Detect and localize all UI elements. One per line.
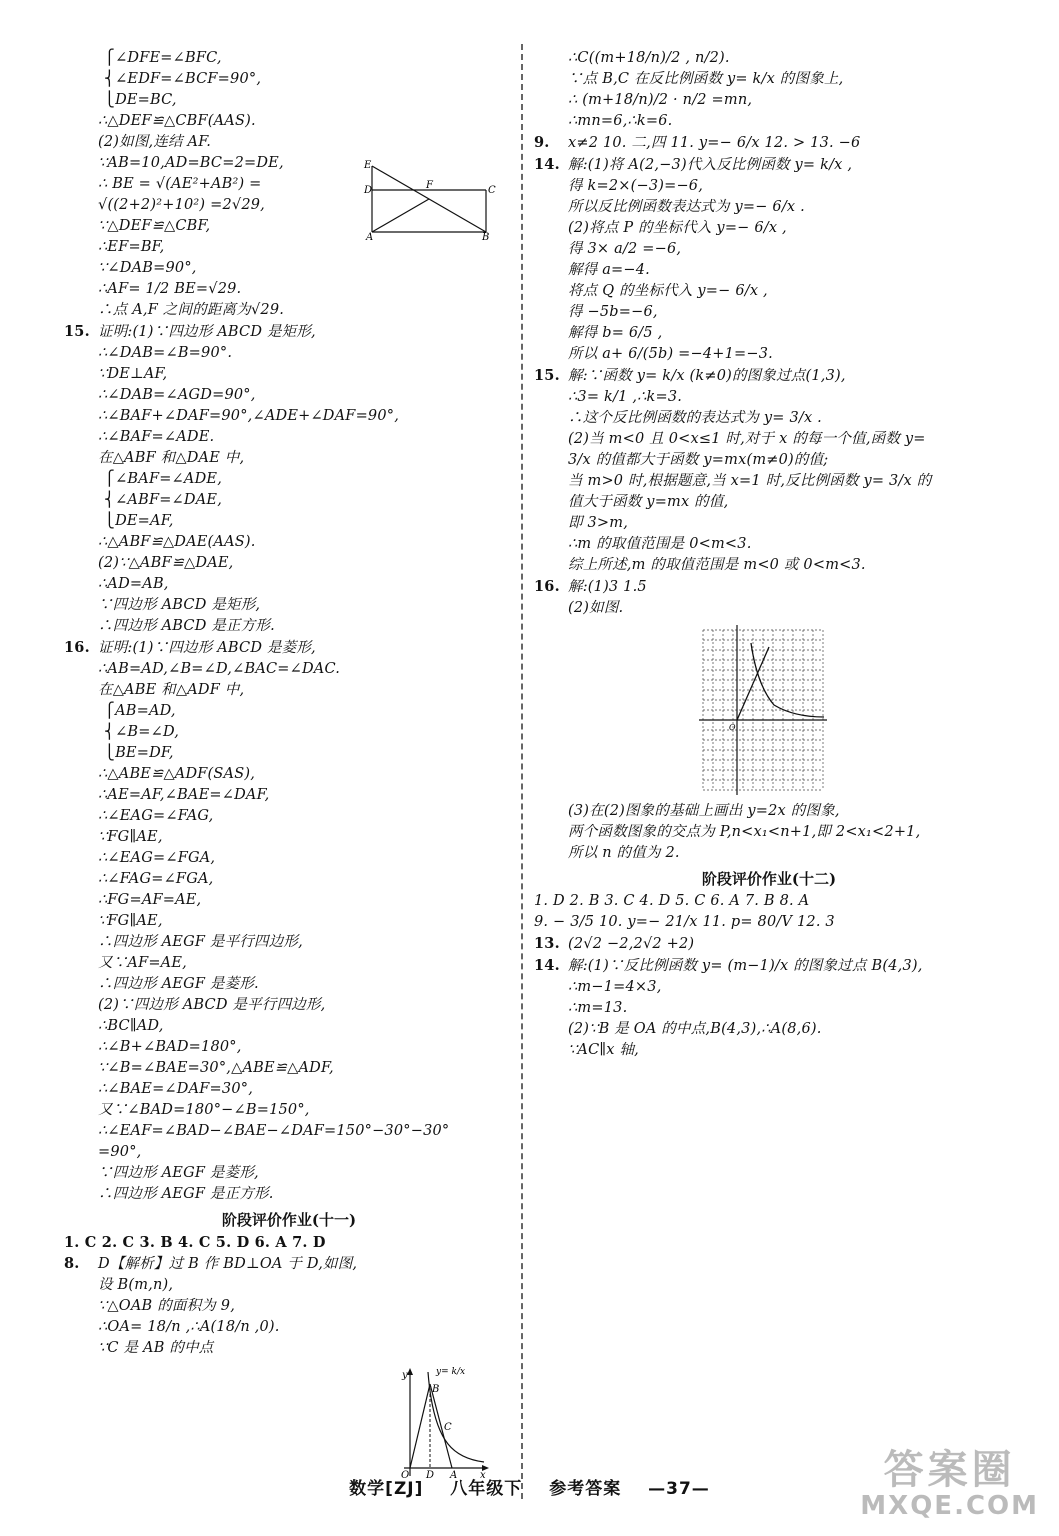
answer-text: ∴EF=BF,	[98, 239, 165, 255]
answer-line	[64, 722, 514, 743]
answer-text: ∵AB=10,AD=BC=2=DE,	[98, 155, 284, 171]
right-lines-top	[534, 48, 1004, 619]
answer-line	[534, 843, 1004, 864]
answer-line	[534, 598, 1004, 619]
question-number: 14.	[534, 957, 560, 974]
answer-text: ∵点 B,C 在反比例函数 y= k/x 的图象上,	[568, 71, 844, 87]
question-number: 16.	[64, 639, 90, 656]
answer-text: ∴∠EAF=∠BAD−∠BAE−∠DAF=150°−30°−30°	[98, 1123, 450, 1139]
answer-text: ∵四边形 ABCD 是矩形,	[98, 597, 261, 613]
answer-line	[64, 659, 514, 680]
origin-label: O	[401, 1470, 410, 1481]
answer-line	[534, 513, 1004, 534]
answer-text: ∴∠BAF=∠ADE.	[98, 429, 215, 445]
column-divider	[521, 44, 523, 1499]
answer-line	[64, 1079, 514, 1100]
answer-line	[534, 408, 1004, 429]
answer-text: 当 m>0 时,根据题意,当 x=1 时,反比例函数 y= 3/x 的	[568, 473, 932, 489]
answer-text: (2)如图,连结 AF.	[98, 134, 212, 150]
answer-text: 所以反比例函数表达式为 y=− 6/x .	[568, 199, 805, 215]
answer-line	[64, 1058, 514, 1079]
answer-line	[64, 1142, 514, 1163]
answer-line	[64, 637, 514, 659]
answer-line	[534, 69, 1004, 90]
answer-line	[534, 471, 1004, 492]
answer-line	[64, 469, 514, 490]
label-b: B	[482, 232, 490, 243]
answer-text: ∴∠B+∠BAD=180°,	[98, 1039, 242, 1055]
answer-line	[534, 576, 1004, 598]
answer-text: ∴△ABE≌△ADF(SAS),	[98, 766, 256, 782]
answer-line	[64, 1184, 514, 1205]
answer-text: ∴m=13.	[568, 1000, 628, 1016]
answer-line	[64, 385, 514, 406]
question-number: 16.	[534, 578, 560, 595]
answer-line	[534, 450, 1004, 471]
answer-text: 综上所述,m 的取值范围是 m<0 或 0<m<3.	[568, 557, 866, 573]
answer-text: ∵∠B=∠BAE=30°,△ABE≌△ADF,	[98, 1060, 334, 1076]
answer-text: ∴AB=AD,∠B=∠D,∠BAC=∠DAC.	[98, 661, 341, 677]
answer-text: ∴m 的取值范围是 0<m<3.	[568, 536, 752, 552]
left-column	[64, 48, 514, 1481]
answer-line	[534, 891, 1004, 912]
answer-line	[534, 977, 1004, 998]
answer-line	[64, 974, 514, 995]
footer-subject: 数学[ZJ]	[349, 1479, 424, 1499]
footer-grade: 八年级下	[450, 1479, 523, 1499]
answer-text: ⎩DE=AF,	[104, 513, 174, 529]
answer-text: √((2+2)²+10²) =2√29,	[98, 197, 265, 213]
label-a: A	[366, 232, 374, 243]
answer-text: ∴∠BAF+∠DAF=90°,∠ADE+∠DAF=90°,	[98, 408, 400, 424]
answer-line	[64, 511, 514, 532]
answer-line	[64, 785, 514, 806]
point-d-label: D	[426, 1470, 435, 1481]
answer-line	[534, 387, 1004, 408]
answer-text: ∵DE⊥AF,	[98, 366, 168, 382]
answer-text: ∵∠DAB=90°,	[98, 260, 197, 276]
question-number: 14.	[534, 156, 560, 173]
answer-text: ⎩DE=BC,	[104, 92, 177, 108]
question-number: 15.	[64, 323, 90, 340]
axis-x-label: x	[480, 1470, 486, 1481]
answer-text: ∴AE=AF,∠BAE=∠DAF,	[98, 787, 270, 803]
answer-line	[64, 427, 514, 448]
answer-text: (2)∵△ABF≌△DAE,	[98, 555, 234, 571]
q16-graph	[699, 625, 829, 795]
answer-line	[64, 574, 514, 595]
answer-line	[64, 448, 514, 469]
watermark-line1: 答案圈	[883, 1447, 1016, 1493]
point-b-label: B	[432, 1384, 440, 1395]
answer-line	[64, 132, 514, 153]
answer-line	[64, 258, 514, 279]
answer-line	[64, 869, 514, 890]
answer-text: 所以 n 的值为 2.	[568, 845, 680, 861]
answer-text: ∴四边形 AEGF 是菱形.	[98, 976, 259, 992]
answer-line	[534, 176, 1004, 197]
answer-line	[64, 237, 514, 258]
answer-text: 设 B(m,n),	[98, 1277, 174, 1293]
label-c: C	[488, 185, 496, 196]
answer-line	[64, 1016, 514, 1037]
answer-line	[534, 323, 1004, 344]
answer-line	[64, 911, 514, 932]
answer-text: ⎧∠BAF=∠ADE,	[104, 471, 223, 487]
answer-text: ∴∠BAE=∠DAF=30°,	[98, 1081, 254, 1097]
answer-text: (3)在(2)图象的基础上画出 y=2x 的图象,	[568, 803, 840, 819]
answer-text: x≠2 10. 二,四 11. y=− 6/x 12. > 13. −6	[568, 135, 861, 151]
label-e: E	[364, 160, 372, 171]
answer-line	[64, 1163, 514, 1184]
answer-text: (2)∵四边形 ABCD 是平行四边形,	[98, 997, 326, 1013]
answer-text: ∴∠DAB=∠AGD=90°,	[98, 387, 256, 403]
answer-line	[64, 300, 514, 321]
section-11-title: 阶段评价作业(十一)	[221, 1211, 357, 1229]
answer-line	[64, 595, 514, 616]
answer-line	[534, 218, 1004, 239]
answer-text: ∵△OAB 的面积为 9,	[98, 1298, 236, 1314]
answer-line	[534, 429, 1004, 450]
answer-line	[534, 344, 1004, 365]
answer-line	[534, 822, 1004, 843]
watermark-line2: MXQE.COM	[860, 1491, 1039, 1521]
answer-text: (2)将点 P 的坐标代入 y=− 6/x ,	[568, 220, 787, 236]
answer-text: ∴四边形 ABCD 是正方形.	[98, 618, 275, 634]
answer-text: 得 k=2×(−3)=−6,	[568, 178, 704, 194]
answer-text: ⎧∠DFE=∠BFC,	[104, 50, 222, 66]
answer-text: ∴∠EAG=∠FGA,	[98, 850, 216, 866]
answer-text: 9. − 3/5 10. y=− 21/x 11. p= 80/V 12. 3	[534, 914, 835, 930]
answer-text: 将点 Q 的坐标代入 y=− 6/x ,	[568, 283, 768, 299]
answer-text: ∴3= k/1 ,∴k=3.	[568, 389, 683, 405]
answer-text: 解:(1)3 1.5	[568, 579, 647, 595]
answer-text: 解:∵函数 y= k/x (k≠0)的图象过点(1,3),	[568, 368, 846, 384]
answer-text: ∴△ABF≌△DAE(AAS).	[98, 534, 256, 550]
q8-figure	[400, 1364, 490, 1479]
question-number: 8.	[64, 1255, 80, 1272]
answer-text: 解得 a=−4.	[568, 262, 650, 278]
section-11-choice-answers: 1. C 2. C 3. B 4. C 5. D 6. A 7. D	[64, 1234, 326, 1251]
answer-text: 3/x 的值都大于函数 y=mx(m≠0)的值;	[568, 452, 829, 468]
label-d: D	[364, 185, 373, 196]
answer-line	[64, 953, 514, 974]
answer-line	[64, 279, 514, 300]
answer-line	[534, 534, 1004, 555]
question-number: 9.	[534, 134, 550, 151]
answer-text: 得 −5b=−6,	[568, 304, 658, 320]
answer-line	[64, 321, 514, 343]
answer-text: ∴FG=AF=AE,	[98, 892, 202, 908]
answer-line	[64, 532, 514, 553]
answer-text: ⎩BE=DF,	[104, 745, 174, 761]
answer-text: ∴OA= 18/n ,∴A(18/n ,0).	[98, 1319, 280, 1335]
answer-text: 得 3× a/2 =−6,	[568, 241, 682, 257]
curve-label: y= k/x	[436, 1367, 466, 1377]
answer-text: 解:(1)将 A(2,−3)代入反比例函数 y= k/x ,	[568, 157, 853, 173]
answer-text: 解得 b= 6/5 ,	[568, 325, 663, 341]
answer-line	[64, 1121, 514, 1142]
axis-y-label: y	[402, 1370, 408, 1381]
answer-text: 即 3>m,	[568, 515, 629, 531]
answer-line	[64, 680, 514, 701]
answer-line	[534, 48, 1004, 69]
answer-line	[534, 1040, 1004, 1061]
footer-page-number: —37—	[648, 1479, 710, 1499]
answer-line	[64, 1100, 514, 1121]
answer-line	[534, 492, 1004, 513]
answer-line	[64, 48, 514, 69]
answer-line	[64, 616, 514, 637]
answer-text: ∴ BE = √(AE²+AB²) =	[98, 176, 262, 192]
right-column	[534, 48, 1004, 1061]
section-12-title: 阶段评价作业(十二)	[701, 870, 837, 888]
answer-text: ∴四边形 AEGF 是正方形.	[98, 1186, 274, 1202]
answer-line	[64, 1338, 514, 1359]
answer-text: (2)当 m<0 且 0<x≤1 时,对于 x 的每一个值,函数 y=	[568, 431, 926, 447]
answer-line	[64, 90, 514, 111]
answer-line	[534, 302, 1004, 323]
answer-line	[64, 995, 514, 1016]
answer-line	[64, 1037, 514, 1058]
answer-text: 又∵∠BAD=180°−∠B=150°,	[98, 1102, 310, 1118]
question-number: 15.	[534, 367, 560, 384]
answer-text: 1. D 2. B 3. C 4. D 5. C 6. A 7. B 8. A	[534, 893, 810, 909]
answer-text: ∴AF= 1/2 BE=√29.	[98, 281, 242, 297]
answer-line	[534, 933, 1004, 955]
answer-text: ∴△DEF≌△CBF(AAS).	[98, 113, 256, 129]
answer-line	[64, 701, 514, 722]
answer-line	[64, 1296, 514, 1317]
answer-line	[534, 239, 1004, 260]
answer-line	[64, 69, 514, 90]
answer-text: ∵△DEF≌△CBF,	[98, 218, 211, 234]
answer-text: ∴四边形 AEGF 是平行四边形,	[98, 934, 303, 950]
answer-text: 两个函数图象的交点为 P,n<x₁<n+1,即 2<x₁<2+1,	[568, 824, 921, 840]
answer-line	[534, 154, 1004, 176]
answer-text: 解:(1)∵反比例函数 y= (m−1)/x 的图象过点 B(4,3),	[568, 958, 923, 974]
answer-line	[534, 955, 1004, 977]
answer-text: ∴m−1=4×3,	[568, 979, 662, 995]
rectangle-figure	[364, 160, 496, 243]
answer-text: 在△ABE 和△ADF 中,	[98, 682, 245, 698]
answer-text: ∴mn=6,∴k=6.	[568, 113, 673, 129]
answer-text: 所以 a+ 6/(5b) =−4+1=−3.	[568, 346, 773, 362]
question-number: 13.	[534, 935, 560, 952]
answer-text: ∵FG∥AE,	[98, 829, 163, 845]
answer-line	[534, 801, 1004, 822]
answer-text: 在△ABF 和△DAE 中,	[98, 450, 245, 466]
answer-text: ∴BC∥AD,	[98, 1018, 164, 1034]
answer-text: ⎧AB=AD,	[104, 703, 176, 719]
answer-text: ∴∠FAG=∠FGA,	[98, 871, 214, 887]
answer-line	[64, 848, 514, 869]
right-lines-after-graph	[534, 801, 1004, 864]
answer-line	[64, 932, 514, 953]
answer-line	[64, 553, 514, 574]
answer-line	[534, 90, 1004, 111]
answer-line	[64, 890, 514, 911]
answer-line	[64, 364, 514, 385]
answer-text: (2)如图.	[568, 600, 624, 616]
answer-text: ∴这个反比例函数的表达式为 y= 3/x .	[568, 410, 822, 426]
q8-lines	[64, 1253, 514, 1359]
answer-text: ∵C 是 AB 的中点	[98, 1340, 214, 1356]
answer-line	[534, 912, 1004, 933]
answer-text: ⎨∠B=∠D,	[104, 724, 180, 740]
point-a-label: A	[450, 1470, 458, 1481]
section-12-lines	[534, 891, 1004, 1061]
answer-line	[64, 806, 514, 827]
answer-line	[534, 365, 1004, 387]
answer-line	[64, 1275, 514, 1296]
answer-text: 证明:(1)∵四边形 ABCD 是菱形,	[98, 640, 316, 656]
answer-text: ∵FG∥AE,	[98, 913, 163, 929]
answer-text: =90°,	[98, 1144, 142, 1160]
answer-text: ∴点 A,F 之间的距离为√29.	[98, 302, 285, 318]
watermark-logo	[860, 1448, 1039, 1521]
answer-line	[64, 827, 514, 848]
answer-text: ∴∠EAG=∠FAG,	[98, 808, 214, 824]
label-f: F	[426, 180, 433, 191]
answer-text: ⎨∠EDF=∠BCF=90°,	[104, 71, 262, 87]
answer-text: ⎨∠ABF=∠DAE,	[104, 492, 223, 508]
graph-origin-label: O	[729, 723, 736, 732]
answer-text: ∵四边形 AEGF 是菱形,	[98, 1165, 259, 1181]
answer-text: ∴∠DAB=∠B=90°.	[98, 345, 233, 361]
answer-line	[64, 490, 514, 511]
answer-line	[534, 998, 1004, 1019]
answer-text: ∴C((m+18/n)/2 , n/2).	[568, 50, 730, 66]
answer-line	[534, 281, 1004, 302]
answer-text: D【解析】过 B 作 BD⊥OA 于 D,如图,	[98, 1256, 358, 1272]
answer-line	[534, 260, 1004, 281]
answer-text: ∴AD=AB,	[98, 576, 169, 592]
answer-line	[64, 1253, 514, 1275]
answer-text: (2√2 −2,2√2 +2)	[568, 936, 695, 952]
point-c-label: C	[444, 1422, 452, 1433]
answer-text: 值大于函数 y=mx 的值,	[568, 494, 729, 510]
answer-line	[64, 1317, 514, 1338]
answer-text: 证明:(1)∵四边形 ABCD 是矩形,	[98, 324, 316, 340]
answer-line	[64, 111, 514, 132]
answer-line	[64, 406, 514, 427]
answer-line	[534, 132, 1004, 154]
answer-line	[534, 111, 1004, 132]
answer-line	[534, 1019, 1004, 1040]
answer-line	[534, 555, 1004, 576]
answer-line	[64, 764, 514, 785]
answer-line	[64, 743, 514, 764]
answer-text: ∵AC∥x 轴,	[568, 1042, 639, 1058]
answer-line	[64, 343, 514, 364]
answer-text: (2)∵B 是 OA 的中点,B(4,3),∴A(8,6).	[568, 1021, 822, 1037]
footer-title: 参考答案	[549, 1479, 622, 1499]
answer-line	[534, 197, 1004, 218]
answer-text: ∴ (m+18/n)/2 · n/2 =mn,	[568, 92, 753, 108]
answer-text: 又∵AF=AE,	[98, 955, 187, 971]
